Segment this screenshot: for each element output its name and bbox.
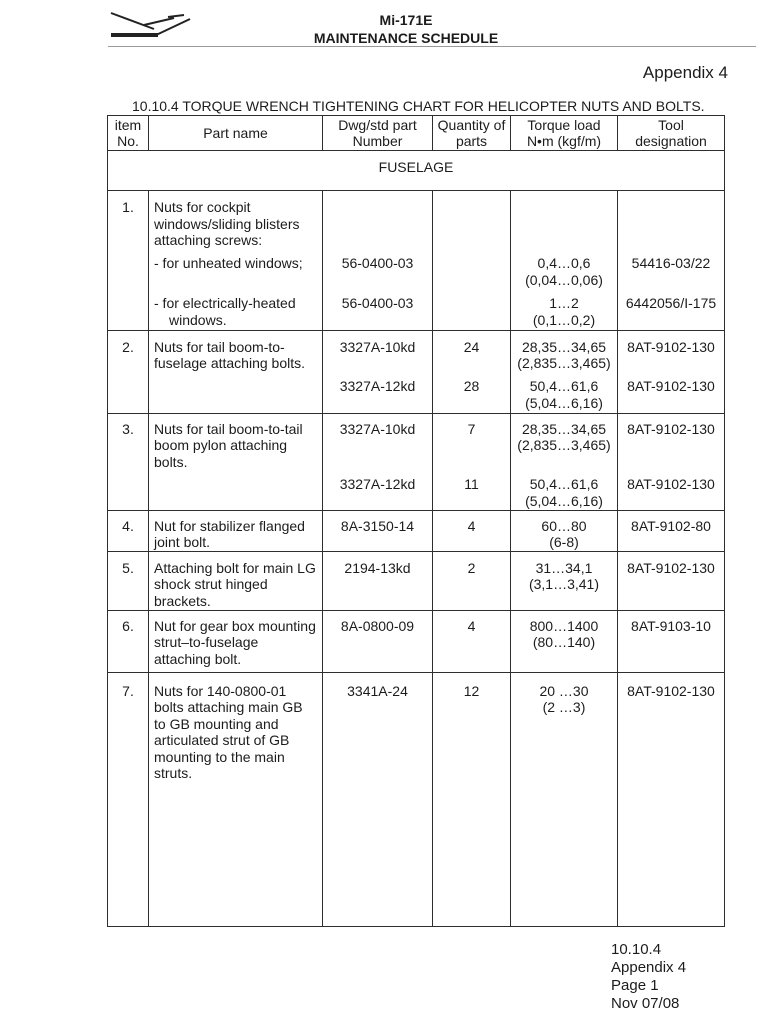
table-row [108, 552, 725, 611]
torque-load [511, 331, 618, 373]
tool-designation: 8AT-9102-80 [618, 511, 725, 552]
part-name-line: Attaching bolt for main LG [154, 559, 316, 576]
column-header-line: No. [117, 133, 139, 149]
part-name [149, 291, 323, 331]
tool-designation: 54416-03/22 [618, 251, 725, 291]
part-name-line: struts. [154, 765, 193, 781]
part-name-line: attaching screws: [154, 232, 263, 248]
part-name-line: - for unheated windows; [154, 255, 303, 271]
part-name [149, 673, 323, 927]
tool-designation: 8AT-9102-130 [618, 673, 725, 927]
footer-appendix: Appendix 4 [611, 959, 687, 976]
footer-section-number: 10.10.4 [611, 941, 662, 958]
item-number: 7. [108, 673, 149, 927]
torque-load-line: (5,04…6,16) [525, 394, 603, 411]
part-name [149, 552, 323, 611]
torque-load-line: (6-8) [549, 534, 579, 550]
aircraft-model: Mi-171E [379, 12, 433, 28]
quantity: 28 [433, 373, 511, 414]
part-name-line: shock strut hinged [154, 576, 268, 592]
part-name-line: fuselage attaching bolts. [154, 355, 305, 371]
dwg-number: 3327A-10kd [323, 331, 433, 373]
quantity: 4 [433, 611, 511, 673]
item-number: 1. [108, 191, 149, 251]
part-name-line: attaching bolt. [154, 650, 242, 667]
tool-designation-cell [618, 191, 725, 251]
item-number-cell [108, 471, 149, 511]
item-number-cell [108, 373, 149, 414]
tool-designation: 8AT-9102-130 [618, 471, 725, 511]
torque-load-line: (2 …3) [542, 699, 586, 715]
dwg-number: 3341A-24 [323, 673, 433, 927]
part-name-line: Nut for stabilizer flanged [154, 517, 305, 534]
torque-chart-table [107, 115, 725, 927]
part-name-line: bolts attaching main GB [154, 699, 303, 715]
tool-designation: 8AT-9102-130 [618, 373, 725, 414]
torque-load-line: (0,1…0,2) [532, 311, 596, 328]
torque-load-line: 50,4…61,6 [529, 378, 599, 394]
part-name-line: joint bolt. [154, 534, 211, 550]
appendix-label: Appendix 4 [642, 63, 728, 82]
column-header-line: designation [635, 133, 707, 149]
part-name-line: mounting to the main [154, 748, 285, 765]
quantity-cell [433, 191, 511, 251]
part-name-line: Nuts for tail boom-to-tail [154, 420, 303, 437]
torque-load-line: (5,04…6,16) [525, 492, 603, 509]
column-header-line: Dwg/std part [338, 116, 417, 133]
part-name-line: Nut for gear box mounting [154, 617, 316, 634]
torque-load-cell [511, 191, 618, 251]
item-number-cell [108, 291, 149, 331]
part-name [149, 251, 323, 291]
table-row [108, 414, 725, 471]
torque-load-line: (80…140) [532, 634, 596, 650]
header-divider [108, 46, 756, 47]
dwg-number: 2194-13kd [323, 552, 433, 611]
torque-load [511, 251, 618, 291]
column-header-item-no [108, 116, 149, 151]
part-name [149, 331, 323, 373]
part-name-line: Nuts for 140-0800-01 [154, 682, 287, 699]
column-header-dwg-number [323, 116, 433, 151]
tool-designation: 8AT-9102-130 [618, 331, 725, 373]
column-header-quantity [433, 116, 511, 151]
dwg-number: 3327A-12kd [323, 373, 433, 414]
tool-designation: 8AT-9102-130 [618, 552, 725, 611]
part-name [149, 511, 323, 552]
item-number: 2. [108, 331, 149, 373]
tool-designation: 8AT-9102-130 [618, 414, 725, 471]
table-subrow [108, 471, 725, 511]
table-row [108, 611, 725, 673]
quantity: 7 [433, 414, 511, 471]
dwg-number-cell [323, 191, 433, 251]
quantity: 24 [433, 331, 511, 373]
table-subrow [108, 291, 725, 331]
torque-load-line: (0,04…0,06) [525, 271, 603, 288]
section-heading: FUSELAGE [108, 151, 725, 191]
torque-load-line: (3,1…3,41) [528, 576, 600, 592]
page-footer [611, 941, 686, 1013]
dwg-number: 56-0400-03 [323, 291, 433, 331]
torque-load [511, 471, 618, 511]
torque-load [511, 611, 618, 673]
torque-load-line: (2,835…3,465) [517, 355, 611, 371]
part-name-line: Nuts for cockpit [154, 199, 251, 215]
part-name-line: windows. [169, 311, 227, 328]
part-name-line: brackets. [154, 592, 211, 609]
dwg-number: 3327A-12kd [323, 471, 433, 511]
quantity: 4 [433, 511, 511, 552]
torque-load [511, 291, 618, 331]
document-title: MAINTENANCE SCHEDULE [313, 30, 499, 46]
part-name-line: - for electrically-heated [154, 295, 296, 311]
quantity: 2 [433, 552, 511, 611]
column-header-line: Number [352, 133, 403, 149]
torque-load-line: 50,4…61,6 [529, 476, 599, 492]
quantity-cell [433, 251, 511, 291]
column-header-torque-load [511, 116, 618, 151]
torque-load [511, 673, 618, 927]
tool-designation: 6442056/I-175 [618, 291, 725, 331]
column-header-line: Tool [658, 116, 684, 133]
footer-page-number: Page 1 [611, 977, 659, 994]
part-name [149, 611, 323, 673]
torque-load-line: (2,835…3,465) [517, 437, 611, 453]
table-subrow [108, 373, 725, 414]
table-row [108, 673, 725, 927]
item-number: 3. [108, 414, 149, 471]
part-name-line: Nuts for tail boom-to- [154, 338, 285, 355]
torque-load-line: 60…80 [541, 517, 587, 534]
part-name-line: strut–to-fuselage [154, 634, 259, 650]
torque-load [511, 552, 618, 611]
part-name-line: boom pylon attaching [154, 437, 288, 453]
table-row [108, 191, 725, 251]
footer-date: Nov 07/08 [611, 995, 680, 1012]
torque-load-line: 28,35…34,65 [521, 420, 607, 437]
tool-designation: 8AT-9103-10 [618, 611, 725, 673]
column-header-tool [618, 116, 725, 151]
part-name-line: to GB mounting and [154, 715, 279, 732]
item-number-cell [108, 251, 149, 291]
column-header-line: item [114, 116, 142, 133]
torque-load-line: 28,35…34,65 [521, 338, 607, 355]
part-name-line: windows/sliding blisters [154, 215, 300, 232]
part-name-cell [149, 373, 323, 414]
column-header-line: N•m (kgf/m) [526, 133, 602, 149]
torque-load [511, 511, 618, 552]
dwg-number: 3327A-10kd [323, 414, 433, 471]
table-row [108, 511, 725, 552]
quantity: 12 [433, 673, 511, 927]
part-name [149, 191, 323, 251]
helicopter-logo [108, 8, 194, 44]
item-number: 4. [108, 511, 149, 552]
part-name [149, 414, 323, 471]
dwg-number: 56-0400-03 [323, 251, 433, 291]
column-header-line: Quantity of [437, 116, 506, 133]
torque-load-line: 0,4…0,6 [537, 255, 591, 271]
table-row [108, 331, 725, 373]
part-name-line: articulated strut of GB [154, 732, 290, 748]
column-header-line: parts [455, 133, 488, 149]
table-title: 10.10.4 TORQUE WRENCH TIGHTENING CHART FOR HELICOPTER NUTS AND BOLTS. [132, 98, 705, 114]
item-number: 5. [108, 552, 149, 611]
torque-load-line: 1…2 [549, 295, 579, 311]
table-header-row [108, 116, 725, 151]
torque-load-line: 800…1400 [529, 617, 599, 634]
item-number: 6. [108, 611, 149, 673]
table-subrow [108, 251, 725, 291]
torque-load [511, 373, 618, 414]
column-header-line: Part name [203, 124, 268, 141]
quantity: 11 [433, 471, 511, 511]
torque-load-line: 20 …30 [539, 682, 589, 699]
column-header-line: Torque load [527, 116, 601, 133]
dwg-number: 8A-3150-14 [323, 511, 433, 552]
torque-load-line: 31…34,1 [535, 559, 593, 576]
dwg-number: 8A-0800-09 [323, 611, 433, 673]
quantity-cell [433, 291, 511, 331]
section-row [108, 151, 725, 191]
torque-load [511, 414, 618, 471]
part-name-line: bolts. [154, 453, 188, 470]
part-name-cell [149, 471, 323, 511]
column-header-part-name [149, 116, 323, 151]
